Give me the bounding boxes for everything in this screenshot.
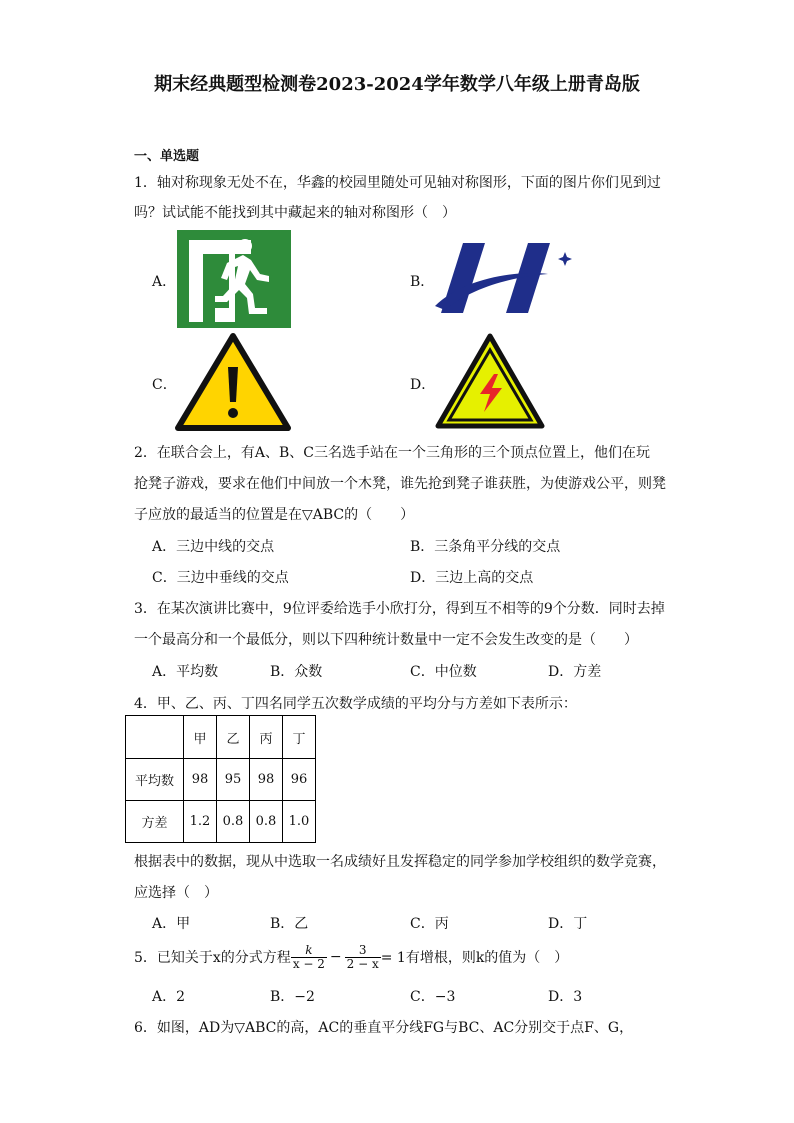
q5-line — [134, 939, 568, 975]
q3-line1: 3．在某次演讲比赛中，9位评委给选手小欣打分，得到互不相等的9个分数．同时去掉 — [134, 601, 665, 617]
high-voltage-warning-icon — [434, 332, 546, 430]
h-logo-image — [433, 238, 573, 318]
q2-option-d[interactable]: D．三边上高的交点 — [410, 570, 534, 586]
table-header-cell — [126, 716, 184, 759]
q5-prefix: 5．已知关于x的分式方程 — [134, 950, 291, 966]
q1-option-a[interactable]: A． — [152, 274, 177, 290]
q4-option-d[interactable]: D．丁 — [548, 916, 588, 932]
table-cell: 平均数 — [126, 759, 184, 801]
q2-option-c[interactable]: C．三边中垂线的交点 — [152, 570, 289, 586]
table-cell: 96 — [283, 759, 316, 801]
fraction-numerator: 3 — [345, 944, 381, 958]
q5-option-a[interactable]: A．2 — [152, 989, 186, 1005]
table-cell: 1.2 — [184, 801, 217, 843]
table-header-cell: 丙 — [250, 716, 283, 759]
table-cell: 0.8 — [250, 801, 283, 843]
table-cell: 98 — [250, 759, 283, 801]
q1-option-d[interactable]: D． — [410, 377, 436, 393]
table-row — [126, 801, 316, 843]
minus-sign: − — [329, 949, 342, 965]
q3-option-b[interactable]: B．众数 — [270, 664, 323, 680]
q1-line2: 吗？试试能不能找到其中藏起来的轴对称图形（ ） — [134, 205, 456, 221]
q3-option-a[interactable]: A．平均数 — [152, 664, 219, 680]
q1-option-b[interactable]: B． — [410, 274, 435, 290]
table-cell: 方差 — [126, 801, 184, 843]
table-header-cell: 甲 — [184, 716, 217, 759]
q5-option-d[interactable]: D．3 — [548, 989, 583, 1005]
section-heading: 一、单选题 — [134, 149, 200, 164]
fraction-3-over-2-minus-x — [345, 944, 381, 971]
fraction-k-over-x-minus-2 — [291, 944, 327, 971]
table-cell: 98 — [184, 759, 217, 801]
q4-line1: 4．甲、乙、丙、丁四名同学五次数学成绩的平均分与方差如下表所示： — [134, 696, 577, 712]
q2-line3: 子应放的最适当的位置是在▽ABC的（ ） — [134, 507, 415, 523]
q1-option-c[interactable]: C． — [152, 377, 177, 393]
q6-line1: 6．如图，AD为▽ABC的高，AC的垂直平分线FG与BC、AC分别交于点F、G， — [134, 1020, 634, 1036]
fraction-numerator: k — [291, 944, 327, 958]
q4-option-a[interactable]: A．甲 — [152, 916, 191, 932]
q4-after-line1: 根据表中的数据，现从中选取一名成绩好且发挥稳定的同学参加学校组织的数学竞赛， — [134, 854, 666, 870]
score-table — [125, 715, 316, 843]
q3-option-c[interactable]: C．中位数 — [410, 664, 477, 680]
q3-option-d[interactable]: D．方差 — [548, 664, 602, 680]
table-header-row — [126, 716, 316, 759]
q1-line1: 1．轴对称现象无处不在，华鑫的校园里随处可见轴对称图形，下面的图片你们见到过 — [134, 175, 661, 191]
q3-line2: 一个最高分和一个最低分，则以下四种统计数量中一定不会发生改变的是（ ） — [134, 632, 638, 648]
table-cell: 0.8 — [217, 801, 250, 843]
warning-triangle-icon — [174, 332, 292, 432]
q4-after-line2: 应选择（ ） — [134, 885, 218, 901]
table-row — [126, 759, 316, 801]
q2-line1: 2．在联合会上，有A、B、C三名选手站在一个三角形的三个顶点位置上，他们在玩 — [134, 445, 651, 461]
q5-option-b[interactable]: B．−2 — [270, 989, 315, 1005]
table-cell: 1.0 — [283, 801, 316, 843]
q5-suffix: = 1有增根，则k的值为（ ） — [380, 950, 569, 966]
table-cell: 95 — [217, 759, 250, 801]
page-title: 期末经典题型检测卷2023-2024学年数学八年级上册青岛版 — [154, 74, 640, 95]
q2-line2: 抢凳子游戏，要求在他们中间放一个木凳，谁先抢到凳子谁获胜，为使游戏公平，则凳 — [134, 476, 666, 492]
q4-option-b[interactable]: B．乙 — [270, 916, 309, 932]
table-header-cell: 乙 — [217, 716, 250, 759]
emergency-exit-sign-image — [177, 230, 291, 328]
q5-option-c[interactable]: C．−3 — [410, 989, 456, 1005]
fraction-denominator: x − 2 — [292, 956, 325, 971]
fraction-denominator: 2 − x — [346, 956, 379, 971]
q4-option-c[interactable]: C．丙 — [410, 916, 449, 932]
table-header-cell: 丁 — [283, 716, 316, 759]
q2-option-b[interactable]: B．三条角平分线的交点 — [410, 539, 561, 555]
q2-option-a[interactable]: A．三边中线的交点 — [152, 539, 275, 555]
